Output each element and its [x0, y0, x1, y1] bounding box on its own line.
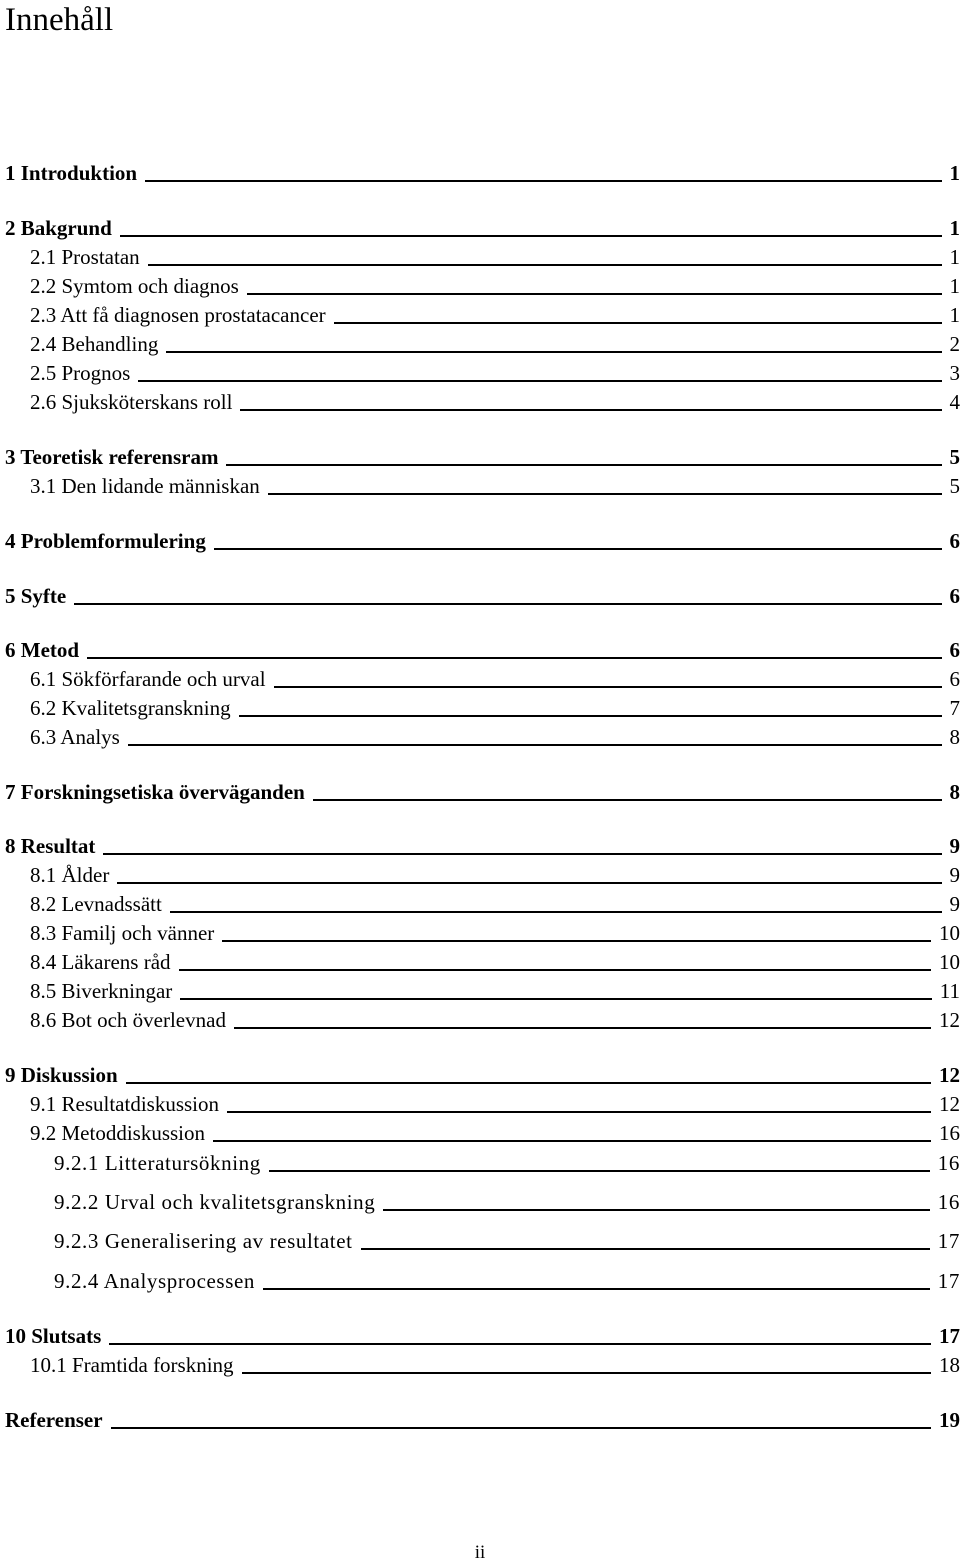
toc-entry[interactable]: [0, 240, 960, 269]
toc-entry-label: 6.1 Sökförfarande och urval: [30, 667, 266, 691]
toc-leader-line: [180, 998, 931, 1000]
toc-entry[interactable]: [0, 385, 960, 414]
toc-entry[interactable]: [0, 579, 960, 608]
toc-entry-label: 8 Resultat: [5, 834, 96, 858]
toc-entry-page-number: 12: [939, 1092, 960, 1116]
toc-entry[interactable]: [0, 916, 960, 945]
toc-entry-label: 10 Slutsats: [5, 1324, 102, 1348]
page-title: Innehåll: [5, 2, 114, 38]
toc-leader-line: [120, 235, 942, 237]
toc-leader-line: [239, 715, 942, 717]
toc-leader-line: [179, 969, 931, 971]
toc-entry[interactable]: [0, 1403, 960, 1432]
toc-entry[interactable]: [0, 469, 960, 498]
toc-entry-page-number: 17: [939, 1324, 960, 1348]
toc-entry-page-number: 4: [949, 390, 960, 414]
toc-entry-page-number: 9: [949, 892, 960, 916]
toc-entry-label: Referenser: [5, 1408, 103, 1432]
toc-entry-page-number: 11: [939, 979, 960, 1003]
toc-entry-page-number: 12: [939, 1063, 960, 1087]
toc-entry[interactable]: [0, 858, 960, 887]
toc-leader-line: [383, 1209, 929, 1211]
toc-leader-line: [240, 409, 941, 411]
toc-leader-line: [117, 882, 941, 884]
toc-entry-label: 2.1 Prostatan: [30, 245, 140, 269]
toc-entry-page-number: 17: [937, 1229, 960, 1253]
toc-leader-line: [109, 1343, 931, 1345]
toc-entry-label: 5 Syfte: [5, 584, 67, 608]
toc-entry-label: 7 Forskningsetiska överväganden: [5, 780, 305, 804]
toc-entry[interactable]: [0, 156, 960, 185]
toc-leader-line: [222, 940, 931, 942]
toc-entry-page-number: 10: [939, 921, 960, 945]
toc-entry[interactable]: [0, 1146, 960, 1175]
toc-entry-label: 6 Metod: [5, 638, 80, 662]
toc-entry-page-number: 3: [949, 361, 960, 385]
toc-entry[interactable]: [0, 356, 960, 385]
toc-leader-line: [227, 1111, 931, 1113]
toc-leader-line: [126, 1082, 931, 1084]
toc-leader-line: [263, 1288, 930, 1290]
toc-entry-label: 6.2 Kvalitetsgranskning: [30, 696, 231, 720]
toc-entry[interactable]: [0, 1264, 960, 1293]
toc-entry-page-number: 9: [949, 834, 960, 858]
toc-entry-page-number: 16: [937, 1190, 960, 1214]
toc-entry-label: 8.3 Familj och vänner: [30, 921, 215, 945]
toc-entry-page-number: 17: [937, 1269, 960, 1293]
toc-entry-page-number: 1: [949, 274, 960, 298]
toc-entry-page-number: 5: [949, 445, 960, 469]
toc-entry-label: 9 Diskussion: [5, 1063, 118, 1087]
toc-entry-page-number: 1: [949, 161, 960, 185]
toc-entry[interactable]: [0, 1003, 960, 1032]
toc-entry[interactable]: [0, 775, 960, 804]
toc-entry-page-number: 10: [939, 950, 960, 974]
toc-entry[interactable]: [0, 1058, 960, 1087]
toc-entry[interactable]: [0, 1185, 960, 1214]
toc-leader-line: [268, 493, 942, 495]
toc-entry-label: 9.2.2 Urval och kvalitetsgranskning: [54, 1190, 376, 1214]
toc-entry-label: 2.3 Att få diagnosen prostatacancer: [30, 303, 326, 327]
toc-entry-page-number: 6: [949, 584, 960, 608]
toc-entry-label: 9.2.4 Analysprocessen: [54, 1269, 255, 1293]
toc-leader-line: [213, 1140, 931, 1142]
toc-entry-label: 10.1 Framtida forskning: [30, 1353, 234, 1377]
toc-entry[interactable]: [0, 691, 960, 720]
toc-entry[interactable]: [0, 298, 960, 327]
toc-leader-line: [170, 911, 942, 913]
toc-entry-label: 2.6 Sjuksköterskans roll: [30, 390, 233, 414]
toc-entry-label: 8.4 Läkarens råd: [30, 950, 171, 974]
toc-entry[interactable]: [0, 269, 960, 298]
toc-entry-label: 4 Problemformulering: [5, 529, 206, 553]
toc-entry[interactable]: [0, 1348, 960, 1377]
toc-entry-label: 8.1 Ålder: [30, 863, 110, 887]
toc-entry-page-number: 8: [949, 725, 960, 749]
toc-entry[interactable]: [0, 1224, 960, 1253]
toc-entry-label: 8.2 Levnadssätt: [30, 892, 162, 916]
toc-entry-label: 9.2.1 Litteratursökning: [54, 1151, 261, 1175]
toc-entry[interactable]: [0, 662, 960, 691]
toc-leader-line: [111, 1427, 931, 1429]
toc-entry-label: 3 Teoretisk referensram: [5, 445, 219, 469]
toc-entry[interactable]: [0, 1116, 960, 1145]
toc-entry[interactable]: [0, 829, 960, 858]
toc-leader-line: [361, 1248, 930, 1250]
toc-entry-page-number: 6: [949, 667, 960, 691]
toc-entry-label: 3.1 Den lidande människan: [30, 474, 260, 498]
toc-entry-page-number: 5: [949, 474, 960, 498]
toc-leader-line: [234, 1027, 931, 1029]
toc-entry-page-number: 7: [949, 696, 960, 720]
toc-leader-line: [226, 464, 941, 466]
toc-entry-label: 2 Bakgrund: [5, 216, 112, 240]
toc-entry-page-number: 1: [949, 216, 960, 240]
toc-entry[interactable]: [0, 887, 960, 916]
toc-entry[interactable]: [0, 327, 960, 356]
toc-entry-page-number: 18: [939, 1353, 960, 1377]
toc-entry-page-number: 1: [949, 245, 960, 269]
toc-leader-line: [74, 603, 941, 605]
toc-entry-page-number: 16: [937, 1151, 960, 1175]
toc-leader-line: [269, 1170, 930, 1172]
toc-leader-line: [103, 853, 941, 855]
toc-leader-line: [128, 744, 942, 746]
toc-entry[interactable]: [0, 945, 960, 974]
toc-leader-line: [138, 380, 941, 382]
toc-entry-label: 6.3 Analys: [30, 725, 120, 749]
toc-entry-page-number: 19: [939, 1408, 960, 1432]
page-number: ii: [474, 1542, 486, 1563]
toc-entry-label: 2.2 Symtom och diagnos: [30, 274, 239, 298]
toc-entry-label: 9.2.3 Generalisering av resultatet: [54, 1229, 353, 1253]
toc-entry-label: 9.2 Metoddiskussion: [30, 1121, 206, 1145]
toc-entry-label: 9.1 Resultatdiskussion: [30, 1092, 220, 1116]
toc-entry[interactable]: [0, 633, 960, 662]
toc-leader-line: [334, 322, 942, 324]
toc-leader-line: [145, 180, 941, 182]
toc-entry[interactable]: [0, 974, 960, 1003]
toc-entry-page-number: 16: [939, 1121, 960, 1145]
toc-leader-line: [166, 351, 941, 353]
toc-entry-page-number: 6: [949, 529, 960, 553]
toc-leader-line: [247, 293, 942, 295]
toc-entry-page-number: 2: [949, 332, 960, 356]
toc-leader-line: [148, 264, 942, 266]
toc-leader-line: [313, 799, 942, 801]
toc-entry-label: 2.5 Prognos: [30, 361, 131, 385]
toc-entry[interactable]: [0, 1087, 960, 1116]
toc-entry[interactable]: [0, 720, 960, 749]
toc-entry[interactable]: [0, 440, 960, 469]
toc-entry[interactable]: [0, 1319, 960, 1348]
toc-entry-label: 1 Introduktion: [5, 161, 138, 185]
toc-entry-page-number: 1: [949, 303, 960, 327]
toc-entry[interactable]: [0, 211, 960, 240]
toc-entry-label: 8.5 Biverkningar: [30, 979, 173, 1003]
toc-leader-line: [87, 657, 941, 659]
toc-entry-page-number: 9: [949, 863, 960, 887]
toc-entry-page-number: 8: [949, 780, 960, 804]
toc-leader-line: [274, 686, 942, 688]
toc-entry-label: 2.4 Behandling: [30, 332, 159, 356]
toc-entry-label: 8.6 Bot och överlevnad: [30, 1008, 226, 1032]
toc-leader-line: [242, 1372, 931, 1374]
toc-leader-line: [214, 548, 942, 550]
toc-entry-page-number: 12: [939, 1008, 960, 1032]
toc-entry-page-number: 6: [949, 638, 960, 662]
toc-entry[interactable]: [0, 524, 960, 553]
